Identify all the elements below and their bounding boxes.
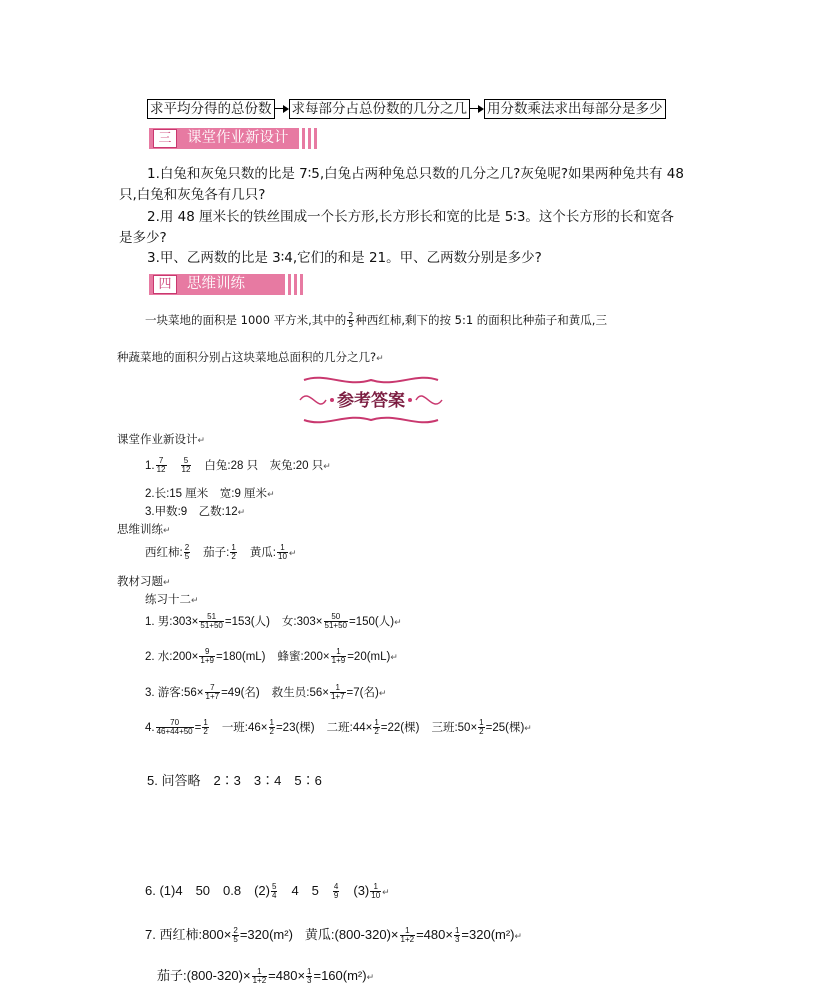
exercise-7-continued: 茄子:(800-320)× $\frac{1}{1+2}$ =480× $\frac{1}{3}$ =160(m²)↵ — [157, 967, 375, 986]
hw-question-1-line-1: 1.白兔和灰兔只数的比是 7∶5,白兔占两种兔总只数的几分之几?灰兔呢?如果两种兔共有 48 — [147, 166, 684, 182]
section-number: 四 — [153, 275, 177, 294]
exercise-6: 6. (1)4 50 0.8 (2) $\frac{5}{4}$ 4 5 $\frac{4}{9}$ (3) $\frac{1}{10}$ ↵ — [145, 882, 390, 901]
answers-heading-textbook: 教材习题↵ — [117, 576, 171, 588]
section-title: 课堂作业新设计 — [181, 128, 299, 149]
badge-text: 参考答案 — [337, 391, 405, 411]
hw-question-1-line-2: 只,白兔和灰兔各有几只? — [119, 187, 266, 203]
fraction: $\frac{2}{5}$ — [348, 311, 354, 329]
answer-1: 1. $\frac{7}{12}$ $\frac{5}{12}$ 白兔:28 只 灰兔:20 只↵ — [145, 456, 331, 475]
section-banner-homework — [149, 128, 317, 149]
exercise-5: 5. 问答略 2∶3 3∶4 5∶6 — [147, 773, 322, 788]
exercise-1: 1. 男:303× $\frac{51}{51+50}$ =153(人) 女:303× $\frac{50}{51+50}$ =150(人)↵ — [145, 612, 402, 631]
arrow-right-icon — [470, 99, 484, 119]
section-banner-thinking — [149, 274, 303, 295]
answers-heading-homework: 课堂作业新设计↵ — [117, 434, 206, 446]
exercise-4: 4. $\frac{70}{46+44+50}$ = $\frac{1}{2}$ 一班:46× $\frac{1}{2}$ =23(棵) 二班:44× $\frac{1}{2}$ =22(棵) 三班:50× $\frac{1}{2}$ =25(棵)↵ — [145, 718, 532, 737]
flow-step-3: 用分数乘法求出每部分是多少 — [484, 99, 666, 119]
section-title: 思维训练 — [181, 274, 285, 295]
answer-key-badge — [296, 374, 446, 426]
exercise-2: 2. 水:200× $\frac{9}{1+9}$ =180(mL) 蜂蜜:200× $\frac{1}{1+9}$ =20(mL)↵ — [145, 647, 398, 666]
think-problem-line-1: 一块菜地的面积是 1000 平方米,其中的 $\frac{2}{5}$ 种西红柿,剩下的按 5:1 的面积比种茄子和黄瓜,三 — [145, 311, 607, 329]
arrow-right-icon — [275, 99, 289, 119]
answer-3: 3.甲数:9 乙数:12↵ — [145, 506, 246, 518]
answer-thinking: 西红柿: $\frac{2}{5}$ 茄子: $\frac{1}{2}$ 黄瓜: $\frac{1}{10}$ ↵ — [145, 543, 297, 562]
flow-step-1: 求平均分得的总份数 — [147, 99, 275, 119]
hw-question-2-line-1: 2.用 48 厘米长的铁丝围成一个长方形,长方形长和宽的比是 5∶3。这个长方形的长和宽各 — [147, 209, 674, 225]
hw-question-2-line-2: 是多少? — [119, 230, 167, 246]
flow-step-2: 求每部分占总份数的几分之几 — [289, 99, 471, 119]
answers-heading-exercise: 练习十二↵ — [145, 594, 199, 606]
exercise-7: 7. 西红柿:800× $\frac{2}{5}$ =320(m²) 黄瓜:(800-320)× $\frac{1}{1+2}$ =480× $\frac{1}{3}$ =320(m²)↵ — [145, 926, 523, 945]
think-problem-line-2: 种蔬菜地的面积分别占这块菜地总面积的几分之几?↵ — [117, 350, 384, 364]
hw-question-3: 3.甲、乙两数的比是 3∶4,它们的和是 21。甲、乙两数分别是多少? — [147, 250, 542, 266]
flow-chart — [147, 99, 666, 119]
answers-heading-thinking: 思维训练↵ — [117, 524, 171, 536]
section-number: 三 — [153, 129, 177, 148]
answer-2: 2.长:15 厘米 宽:9 厘米↵ — [145, 488, 275, 500]
exercise-3: 3. 游客:56× $\frac{7}{1+7}$ =49(名) 救生员:56× $\frac{1}{1+7}$ =7(名)↵ — [145, 683, 387, 702]
